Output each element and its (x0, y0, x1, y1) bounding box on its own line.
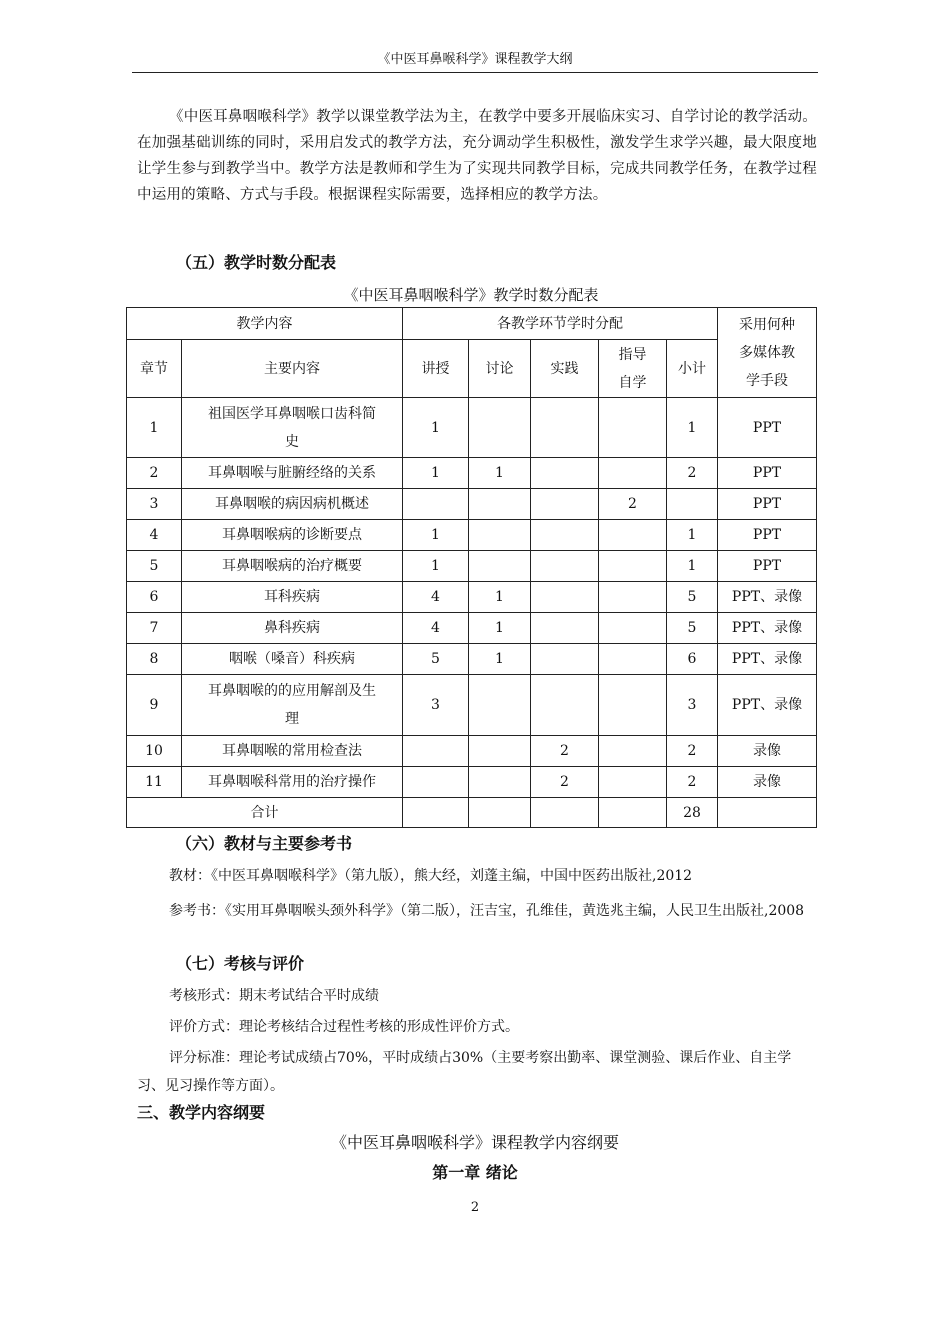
header-guided: 指导 自学 (599, 340, 667, 398)
header-chapter: 章节 (127, 340, 182, 398)
running-header: 《中医耳鼻喉科学》课程教学大纲 (377, 52, 573, 67)
header-content: 教学内容 (127, 308, 403, 340)
table-row: 6 耳科疾病 4 1 5 PPT、录像 (127, 582, 817, 613)
table-row: 3 耳鼻咽喉的病因病机概述 2 PPT (127, 489, 817, 520)
table-total-row (127, 798, 817, 828)
page-number: 2 (470, 1200, 480, 1215)
header-divider (132, 72, 818, 73)
header-lecture: 讲授 (403, 340, 469, 398)
section5-heading: （五）教学时数分配表 (176, 253, 337, 272)
header-allocation: 各教学环节学时分配 (403, 308, 718, 340)
section6-heading: （六）教材与主要参考书 (176, 834, 353, 853)
total-subtotal: 28 (667, 798, 718, 828)
table-row: 5 耳鼻咽喉病的治疗概要 1 1 PPT (127, 551, 817, 582)
hours-allocation-table (126, 307, 817, 828)
chapter-title: 第一章 绪论 (432, 1163, 518, 1182)
table-row: 4 耳鼻咽喉病的诊断要点 1 1 PPT (127, 520, 817, 551)
table-row: 2 耳鼻咽喉与脏腑经络的关系 1 1 2 PPT (127, 458, 817, 489)
header-media: 采用何种 多媒体教 学手段 (718, 308, 817, 398)
intro-paragraph: 《中医耳鼻咽喉科学》教学以课堂教学法为主，在教学中要多开展临床实习、自学讨论的教学活动。在加强基础训练的同时，采用启发式的教学方法，充分调动学生积极性，激发学生求学兴趣，最大限度地让学生参与到教学当中。教学方法是教师和学生为了实现共同教学目标，完成共同教学任务，在教学过程中运用的策略、方式与手段。根据课程实际需要，选择相应的教学方法。 (137, 109, 817, 203)
reference-line: 参考书：《实用耳鼻咽喉头颈外科学》（第二版），汪吉宝，孔维佳，黄选兆主编，人民卫生出版社,2008 (169, 903, 805, 919)
table-row: 10 耳鼻咽喉的常用检查法 2 2 录像 (127, 736, 817, 767)
textbook-line: 教材：《中医耳鼻咽喉科学》（第九版），熊大经，刘蓬主编，中国中医药出版社,2012 (169, 868, 693, 884)
total-label: 合计 (127, 798, 403, 828)
part3-heading: 三、教学内容纲要 (137, 1103, 266, 1122)
table-row: 1 祖国医学耳鼻咽喉口齿科简 史 1 1 PPT (127, 398, 817, 458)
section7-heading: （七）考核与评价 (176, 954, 305, 973)
assessment-method: 评价方式：理论考核结合过程性考核的形成性评价方式。 (169, 1019, 519, 1035)
table-caption: 《中医耳鼻咽喉科学》教学时数分配表 (343, 286, 599, 304)
table-subheader-row (127, 340, 817, 398)
table-header-row (127, 308, 817, 340)
table-row: 11 耳鼻咽喉科常用的治疗操作 2 2 录像 (127, 767, 817, 798)
header-discussion: 讨论 (469, 340, 531, 398)
table-row: 9 耳鼻咽喉的的应用解剖及生 理 3 3 PPT、录像 (127, 675, 817, 736)
header-main: 主要内容 (182, 340, 403, 398)
table-row: 7 鼻科疾病 4 1 5 PPT、录像 (127, 613, 817, 644)
outline-title: 《中医耳鼻咽喉科学》课程教学内容纲要 (330, 1133, 619, 1152)
assessment-standard: 评分标准：理论考试成绩占70%，平时成绩占30%（主要考察出勤率、课堂测验、课后作业、自主学习、见习操作等方面）。 (137, 1050, 792, 1094)
header-practice: 实践 (531, 340, 599, 398)
header-subtotal: 小计 (667, 340, 718, 398)
assessment-form: 考核形式：期末考试结合平时成绩 (169, 988, 379, 1004)
table-row: 8 咽喉（嗓音）科疾病 5 1 6 PPT、录像 (127, 644, 817, 675)
